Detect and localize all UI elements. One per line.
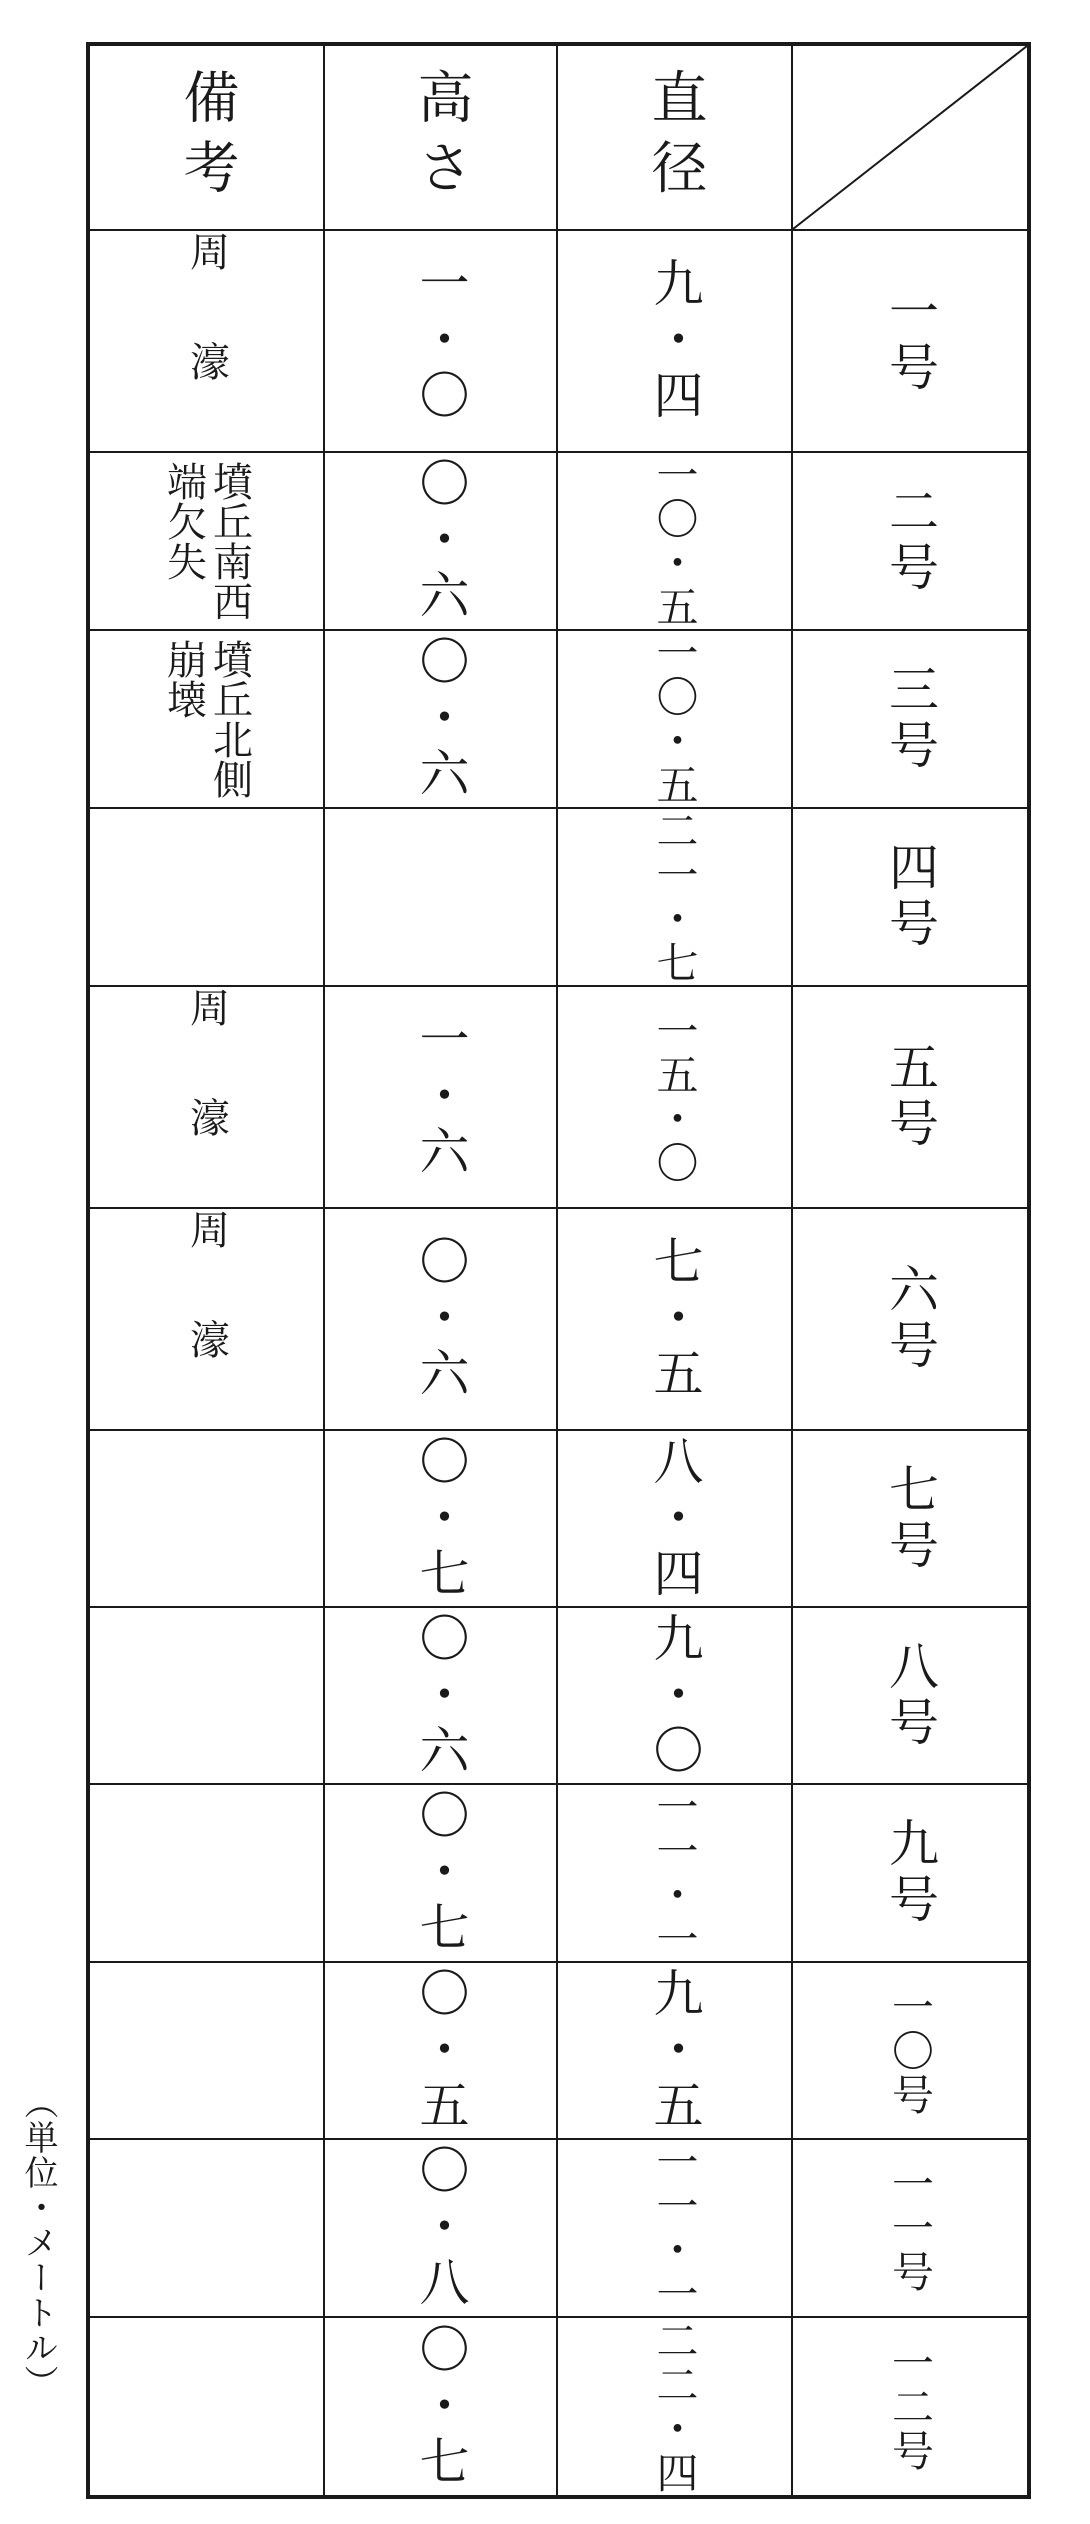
diameter-value: 九・五 bbox=[645, 1966, 704, 2135]
diameter-cell bbox=[558, 1608, 793, 1785]
height-cell bbox=[325, 809, 558, 987]
height-value: 〇・八 bbox=[411, 2144, 470, 2312]
diameter-cell bbox=[558, 453, 793, 631]
remarks-text bbox=[160, 639, 253, 799]
header-remarks-label: 備考 bbox=[174, 67, 240, 208]
mound-number-cell bbox=[793, 631, 1027, 809]
mound-number: 四号 bbox=[881, 841, 939, 953]
mound-number: 五号 bbox=[881, 1041, 939, 1153]
height-cell bbox=[325, 2318, 558, 2495]
height-value: 〇・五 bbox=[411, 1966, 470, 2135]
header-remarks bbox=[90, 46, 325, 231]
height-value: 〇・七 bbox=[411, 1789, 470, 1957]
remarks-cell bbox=[90, 1785, 325, 1963]
mound-number-cell bbox=[793, 2140, 1027, 2318]
mound-number-cell bbox=[793, 809, 1027, 987]
diameter-value: 一〇・五 bbox=[650, 631, 700, 807]
remarks-cell bbox=[90, 1209, 325, 1431]
remarks-cell bbox=[90, 453, 325, 631]
height-value: 〇・六 bbox=[411, 1235, 470, 1403]
remarks-cell bbox=[90, 1608, 325, 1785]
mound-number: 八号 bbox=[881, 1639, 939, 1752]
mound-number-cell bbox=[793, 1209, 1027, 1431]
mound-number-cell bbox=[793, 2318, 1027, 2495]
table-grid bbox=[90, 46, 1027, 2495]
remarks-cell bbox=[90, 1963, 325, 2140]
diameter-value: 一一・一 bbox=[650, 2140, 700, 2316]
remarks-cell bbox=[90, 631, 325, 809]
height-cell bbox=[325, 1209, 558, 1431]
diameter-value: 一五・〇 bbox=[650, 1009, 700, 1185]
diameter-value: 九・四 bbox=[645, 257, 704, 425]
height-value: 一・〇 bbox=[411, 257, 470, 425]
diameter-cell bbox=[558, 231, 793, 453]
mound-number-cell bbox=[793, 231, 1027, 453]
diameter-cell bbox=[558, 987, 793, 1209]
mound-number: 三号 bbox=[881, 663, 939, 775]
diameter-cell bbox=[558, 2140, 793, 2318]
diameter-value: 二二・四 bbox=[650, 2318, 700, 2495]
diameter-cell bbox=[558, 2318, 793, 2495]
height-value: 一・六 bbox=[411, 1013, 470, 1181]
height-cell bbox=[325, 1431, 558, 1608]
mound-number-cell bbox=[793, 987, 1027, 1209]
height-cell bbox=[325, 2140, 558, 2318]
remarks-text bbox=[183, 987, 230, 1207]
mound-number: 六号 bbox=[881, 1263, 939, 1375]
height-cell bbox=[325, 987, 558, 1209]
height-cell bbox=[325, 231, 558, 453]
header-height-label: 高さ bbox=[408, 67, 474, 208]
remarks-line: 端欠失 bbox=[160, 461, 207, 581]
mound-number: 二号 bbox=[881, 485, 939, 597]
diameter-value: 一一・一 bbox=[650, 1785, 700, 1961]
remarks-cell bbox=[90, 987, 325, 1209]
diameter-cell bbox=[558, 1209, 793, 1431]
remarks-cell bbox=[90, 1431, 325, 1608]
height-cell bbox=[325, 453, 558, 631]
diameter-cell bbox=[558, 1963, 793, 2140]
height-cell bbox=[325, 631, 558, 809]
remarks-cell bbox=[90, 809, 325, 987]
remarks-text bbox=[160, 461, 253, 621]
height-cell bbox=[325, 1963, 558, 2140]
height-value: 〇・六 bbox=[411, 457, 470, 625]
header-corner bbox=[793, 46, 1027, 231]
remarks-line: 墳丘北側 bbox=[206, 639, 253, 799]
header-diameter bbox=[558, 46, 793, 231]
remarks-line: 周濠 bbox=[183, 1209, 230, 1429]
mound-number: 七号 bbox=[881, 1462, 939, 1575]
remarks-text bbox=[183, 1209, 230, 1429]
mound-number-cell bbox=[793, 453, 1027, 631]
diameter-value: 二一・七 bbox=[650, 809, 700, 985]
remarks-cell bbox=[90, 2140, 325, 2318]
diameter-value: 七・五 bbox=[645, 1235, 704, 1403]
remarks-cell bbox=[90, 2318, 325, 2495]
remarks-line: 周濠 bbox=[183, 231, 230, 451]
height-value: 〇・六 bbox=[411, 635, 470, 803]
height-cell bbox=[325, 1608, 558, 1785]
diameter-cell bbox=[558, 1785, 793, 1963]
height-value: 〇・六 bbox=[411, 1611, 470, 1780]
data-table bbox=[86, 42, 1031, 2499]
mound-number-cell bbox=[793, 1431, 1027, 1608]
height-cell bbox=[325, 1785, 558, 1963]
mound-number-cell bbox=[793, 1963, 1027, 2140]
height-value: 〇・七 bbox=[411, 1434, 470, 1603]
mound-number-cell bbox=[793, 1785, 1027, 1963]
diameter-value: 八・四 bbox=[645, 1434, 704, 1603]
unit-note: （単位・メートル） bbox=[18, 2085, 58, 2400]
mound-number: 九号 bbox=[881, 1817, 939, 1929]
remarks-line: 周濠 bbox=[183, 987, 230, 1207]
mound-number: 一一号 bbox=[886, 2162, 935, 2294]
diameter-cell bbox=[558, 631, 793, 809]
remarks-line: 墳丘南西 bbox=[206, 461, 253, 621]
diameter-cell bbox=[558, 809, 793, 987]
header-height bbox=[325, 46, 558, 231]
remarks-line: 崩壊 bbox=[160, 639, 207, 719]
mound-number-cell bbox=[793, 1608, 1027, 1785]
diameter-value: 九・〇 bbox=[645, 1611, 704, 1780]
diameter-value: 一〇・五 bbox=[650, 453, 700, 629]
corner-diagonal bbox=[793, 46, 1027, 229]
mound-number: 一号 bbox=[881, 285, 939, 397]
diameter-cell bbox=[558, 1431, 793, 1608]
mound-number: 一二号 bbox=[886, 2340, 935, 2473]
height-value: 〇・七 bbox=[411, 2322, 470, 2491]
remarks-cell bbox=[90, 231, 325, 453]
mound-number: 一〇号 bbox=[886, 1984, 935, 2117]
remarks-text bbox=[183, 231, 230, 451]
header-diameter-label: 直径 bbox=[642, 67, 708, 208]
